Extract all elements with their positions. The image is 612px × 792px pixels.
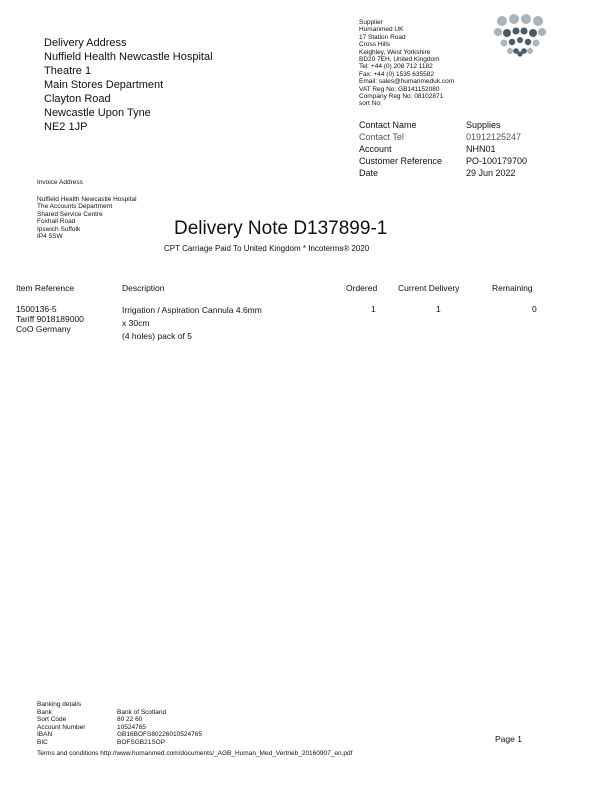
banking-label: BIC	[37, 738, 48, 746]
description-line: x 30cm	[122, 318, 150, 328]
invoice-address-line: Foxhall Road	[37, 218, 76, 226]
logo-dot	[517, 51, 522, 56]
logo-dot	[533, 40, 540, 47]
invoice-address-line: IP4 5SW	[37, 233, 63, 241]
humanmed-logo-icon	[490, 14, 550, 58]
logo-dot	[494, 28, 502, 36]
supplier-line: Cross Hills	[359, 41, 391, 49]
description-line: (4 holes) pack of 5	[122, 331, 192, 341]
invoice-address-title: Invoice Address	[37, 179, 83, 186]
banking-row	[37, 716, 202, 723]
logo-dot	[538, 28, 546, 36]
contact-row	[359, 155, 527, 167]
supplier-line: sort No:	[359, 100, 382, 108]
invoice-address-line: Shared Service Centre	[37, 210, 103, 218]
header-current-delivery: Current Delivery	[398, 283, 460, 293]
document-subtitle: CPT Carriage Paid To United Kingdom * Incoterms® 2020	[164, 244, 370, 253]
item-reference-line: CoO Germany	[16, 324, 71, 334]
contact-value: 29 Jun 2022	[466, 168, 516, 178]
contact-value: PO-100179700	[466, 156, 528, 166]
contact-row	[359, 131, 527, 143]
banking-label: Sort Code	[37, 716, 67, 724]
banking-value: GB16BOFS80226010524765	[117, 731, 202, 739]
contact-value: NHN01	[466, 144, 496, 154]
header-remaining: Remaining	[492, 283, 533, 293]
supplier-line: Company Reg No: 08102871	[359, 93, 444, 101]
contact-row	[359, 119, 527, 131]
supplier-line: Tel: +44 (0) 208 712 1182	[359, 63, 433, 71]
delivery-address-line: NE2 1JP	[44, 121, 88, 133]
banking-label: Bank	[37, 709, 52, 716]
banking-row	[37, 709, 202, 716]
supplier-line: BD20 7EH, United Kingdom	[359, 56, 440, 64]
logo-dot	[525, 39, 531, 45]
delivery-address-line: Clayton Road	[44, 93, 111, 105]
page-number: Page 1	[495, 734, 522, 744]
contact-value: 01912125247	[466, 132, 522, 142]
delivery-address	[44, 36, 213, 134]
banking-title: Banking details	[37, 701, 82, 708]
delivery-address-line: Main Stores Department	[44, 79, 164, 91]
table-row-description	[122, 304, 262, 343]
item-reference-line: 1500136-5	[16, 304, 57, 314]
contact-row	[359, 167, 527, 179]
logo-dot	[529, 29, 537, 37]
logo-dot	[509, 14, 519, 24]
logo-dot	[533, 16, 543, 26]
contact-label: Contact Name	[359, 120, 417, 130]
contact-label: Account	[359, 144, 392, 154]
delivery-address-line: Theatre 1	[44, 65, 92, 77]
logo-dot	[501, 40, 508, 47]
banking-details	[37, 709, 202, 746]
logo-dot	[517, 37, 523, 43]
logo-dot	[527, 48, 533, 54]
terms-and-conditions-link[interactable]: Terms and conditions http://www.humanmed.com/documents/_AGB_Human_Med_Vertrieb_20160907_en.pdf	[37, 750, 353, 757]
contact-label: Date	[359, 168, 379, 178]
table-row-current-delivery: 1	[436, 304, 441, 314]
description-line: Irrigation / Aspiration Cannula 4.6mm	[122, 305, 262, 315]
header-item-reference: Item Reference	[16, 283, 75, 293]
header-description: Description	[122, 283, 165, 293]
invoice-address-line: Nuffield Health Newcastle Hospital	[37, 196, 137, 203]
item-reference-line: Tariff 9018189000	[16, 314, 84, 324]
logo-dot	[521, 28, 528, 35]
logo-dot	[513, 28, 520, 35]
invoice-address-line: The Accounts Department	[37, 203, 113, 211]
delivery-address-line: Delivery Address	[44, 37, 127, 49]
banking-row	[37, 739, 202, 746]
supplier-line: 17 Station Road	[359, 33, 406, 41]
banking-value: BOFSGB21SOP	[117, 738, 166, 746]
supplier-line: VAT Reg No: GB141152080	[359, 85, 440, 93]
logo-dot	[503, 29, 511, 37]
table-row-item-reference	[16, 304, 84, 334]
banking-value: 80 22 60	[117, 716, 143, 724]
contact-label: Customer Reference	[359, 156, 443, 166]
logo-dot	[509, 39, 515, 45]
table-row-ordered: 1	[371, 304, 376, 314]
banking-value: Bank of Scotland	[117, 709, 167, 716]
delivery-address-line: Newcastle Upon Tyne	[44, 107, 151, 119]
banking-label: IBAN	[37, 731, 53, 739]
logo-dot	[507, 48, 513, 54]
banking-row	[37, 731, 202, 738]
header-ordered: Ordered	[346, 283, 378, 293]
contact-label: Contact Tel	[359, 132, 404, 142]
invoice-address-line: Ipswich Suffolk	[37, 225, 81, 233]
supplier-line: Keighley, West Yorkshire	[359, 48, 431, 56]
banking-row	[37, 724, 202, 731]
invoice-address	[37, 196, 137, 240]
contact-value: Supplies	[466, 120, 501, 130]
supplier-line: Supplier	[359, 19, 383, 26]
banking-value: 10524765	[117, 723, 146, 731]
document-title: Delivery Note D137899-1	[174, 218, 388, 239]
supplier-line: Email: sales@humanmeduk.com	[359, 78, 455, 86]
logo-dot	[497, 16, 507, 26]
supplier-block	[359, 19, 454, 108]
delivery-address-line: Nuffield Health Newcastle Hospital	[44, 51, 213, 63]
logo-dot	[521, 14, 531, 24]
supplier-line: Humanmed UK	[359, 26, 404, 34]
contact-row	[359, 143, 527, 155]
banking-label: Account Number	[37, 723, 86, 731]
contact-table	[359, 119, 527, 179]
supplier-line: Fax: +44 (0) 1535 635582	[359, 70, 434, 78]
table-row-remaining: 0	[532, 304, 537, 314]
